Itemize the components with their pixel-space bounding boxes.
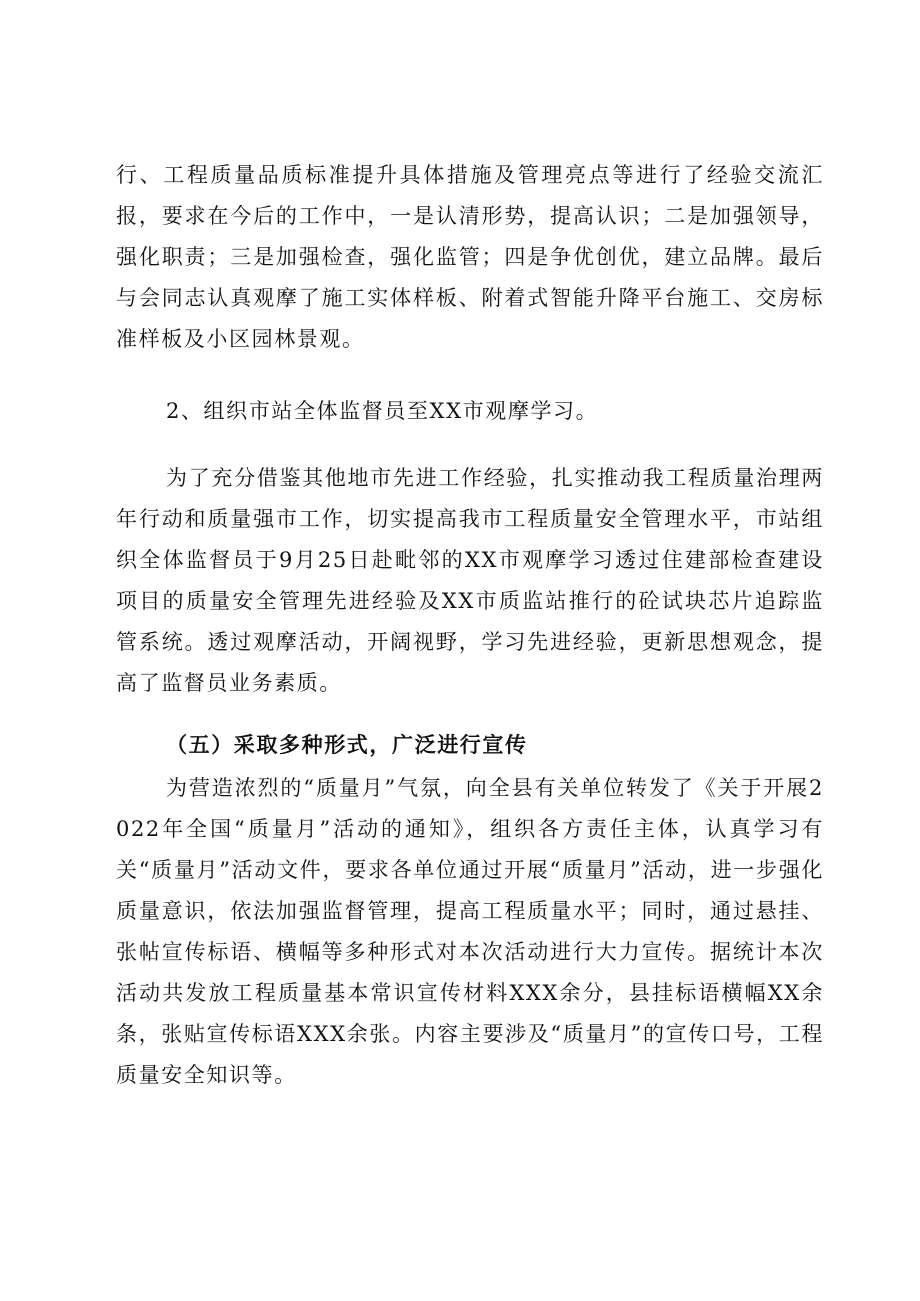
paragraph-experience-summary: 行、工程质量品质标准提升具体措施及管理亮点等进行了经验交流汇报，要求在今后的工作中，一是认清形势，提高认识；二是加强领导，强化职责；三是加强检查，强化监管；四是争优创优，建立品牌。最后与会同志认真观摩了施工实体样板、附着式智能升降平台施工、交房标准样板及小区园林景观。 <box>116 163 824 351</box>
paragraph-observation-study: 为了充分借鉴其他地市先进工作经验，扎实推动我工程质量治理两年行动和质量强市工作，切实提高我市工程质量安全管理水平，市站组织全体监督员于9月25日赴毗邻的XX市观摩学习透过住建部检查建设项目的质量安全管理先进经验及XX市质监站推行的砼试块芯片追踪监管系统。透过观摩活动，开阔视野，学习先进经验，更新思想观念，提高了监督员业务素质。 <box>116 466 824 695</box>
paragraph-publicity: 为营造浓烈的“质量月”气氛，向全县有关单位转发了《关于开展2022年全国“质量月”活动的通知》，组织各方责任主体，认真学习有关“质量月”活动文件，要求各单位通过开展“质量月”活动，进一步强化质量意识，依法加强监督管理，提高工程质量水平；同时，通过悬挂、张帖宣传标语、横幅等多种形式对本次活动进行大力宣传。据统计本次活动共发放工程质量基本常识宣传材料XXX余分，县挂标语横幅XX余条，张贴宣传标语XXX余张。内容主要涉及“质量月”的宣传口号，工程质量安全知识等。 <box>116 776 824 1087</box>
section-heading-5: （五）采取多种形式，广泛进行宣传 <box>166 732 528 757</box>
paragraph-item-2-heading: 2、组织市站全体监督员至XX市观摩学习。 <box>166 399 599 423</box>
